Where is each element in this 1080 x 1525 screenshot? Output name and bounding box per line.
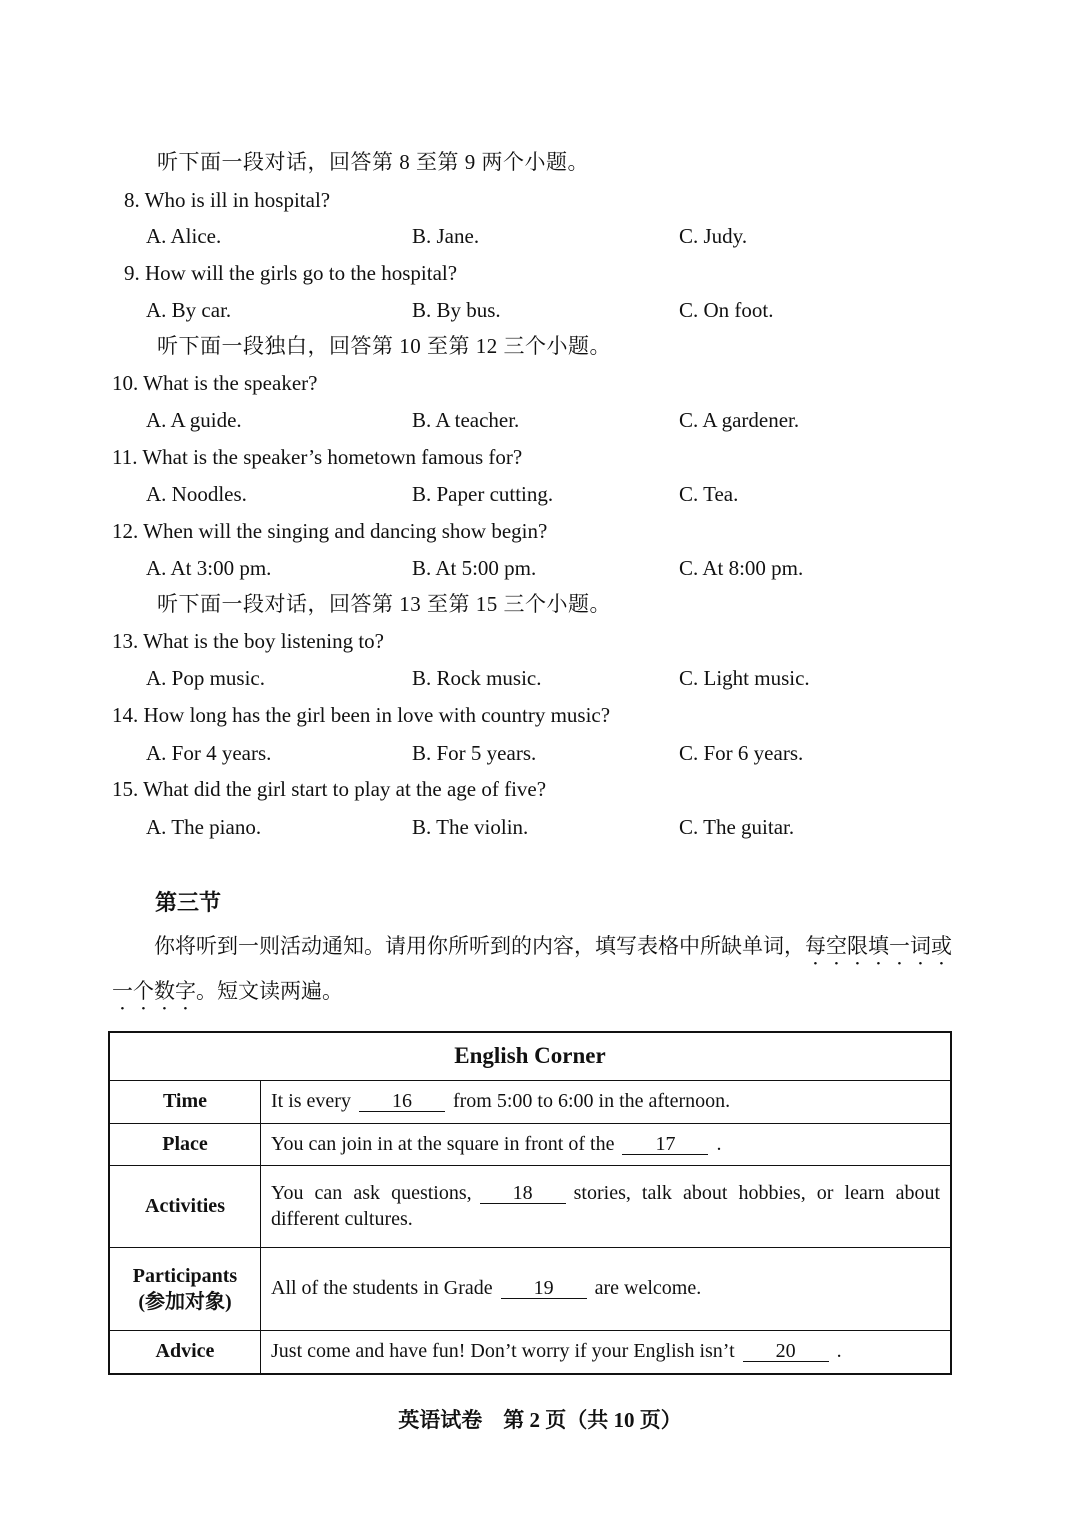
time-cell xyxy=(261,1080,952,1123)
activities-text: You can ask questions, xyxy=(271,1182,472,1204)
question-10-stem: 10. What is the speaker? xyxy=(112,371,318,395)
question-12-option-a: A. At 3:00 pm. xyxy=(146,556,272,580)
blank-17[interactable]: 17 xyxy=(622,1134,708,1155)
question-12-option-b: B. At 5:00 pm. xyxy=(412,556,537,580)
section-intro-8-9: 听下面一段对话，回答第 8 至第 9 两个小题。 xyxy=(157,150,589,174)
question-14-option-a: A. For 4 years. xyxy=(146,741,272,765)
question-11-stem: 11. What is the speaker’s hometown famous for? xyxy=(112,445,523,469)
question-15-option-c: C. The guitar. xyxy=(679,815,795,839)
question-14-option-c: C. For 6 years. xyxy=(679,741,804,765)
blank-20[interactable]: 20 xyxy=(743,1341,829,1362)
table-row-participants xyxy=(109,1247,951,1330)
question-10-option-c: C. A gardener. xyxy=(679,408,800,432)
english-corner-table xyxy=(108,1031,952,1375)
question-10-option-b: B. A teacher. xyxy=(412,408,520,432)
time-text-end: from 5:00 to 6:00 in the afternoon. xyxy=(452,1090,731,1112)
question-15-stem: 15. What did the girl start to play at the age of five? xyxy=(112,777,547,801)
instructions-emphasis: 每空限填一词或一个数字 xyxy=(112,934,952,1003)
question-9-stem: 9. How will the girls go to the hospital? xyxy=(124,261,458,285)
participants-text: All of the students in Grade xyxy=(271,1277,493,1299)
section-heading: 第三节 xyxy=(155,890,222,915)
place-label: Place xyxy=(109,1123,261,1165)
blank-18[interactable]: 18 xyxy=(480,1183,566,1204)
participants-label xyxy=(109,1247,261,1330)
advice-cell xyxy=(261,1330,952,1374)
activities-label: Activities xyxy=(109,1165,261,1247)
question-15-option-a: A. The piano. xyxy=(146,815,262,839)
participants-cell xyxy=(261,1247,952,1330)
question-9-option-a: A. By car. xyxy=(146,298,232,322)
advice-label: Advice xyxy=(109,1330,261,1374)
question-11-option-b: B. Paper cutting. xyxy=(412,482,554,506)
question-8-option-c: C. Judy. xyxy=(679,224,748,248)
blank-19[interactable]: 19 xyxy=(501,1278,587,1299)
place-text: You can join in at the square in front of the xyxy=(271,1132,615,1155)
question-11-option-c: C. Tea. xyxy=(679,482,739,506)
instructions-tail: 。短文读两遍。 xyxy=(196,979,343,1003)
question-13-option-b: B. Rock music. xyxy=(412,666,542,690)
question-8-option-a: A. Alice. xyxy=(146,224,222,248)
participants-text-end: are welcome. xyxy=(594,1277,702,1299)
blank-16[interactable]: 16 xyxy=(359,1091,445,1112)
question-11-option-a: A. Noodles. xyxy=(146,482,247,506)
activities-cell xyxy=(261,1165,952,1247)
question-13-stem: 13. What is the boy listening to? xyxy=(112,629,384,653)
participants-label-cn: (参加对象) xyxy=(138,1290,232,1313)
section-instructions xyxy=(112,925,958,1015)
section-intro-13-15: 听下面一段对话，回答第 13 至第 15 三个小题。 xyxy=(157,592,611,616)
place-text-end: . xyxy=(716,1132,722,1155)
advice-text-end: . xyxy=(836,1340,842,1363)
question-15-option-b: B. The violin. xyxy=(412,815,529,839)
time-label: Time xyxy=(109,1080,261,1123)
question-14-stem: 14. How long has the girl been in love with country music? xyxy=(112,703,611,727)
question-8-option-b: B. Jane. xyxy=(412,224,480,248)
question-13-option-c: C. Light music. xyxy=(679,666,810,690)
table-row-advice xyxy=(109,1330,951,1374)
question-14-option-b: B. For 5 years. xyxy=(412,741,537,765)
table-title: English Corner xyxy=(109,1032,951,1080)
question-9-option-b: B. By bus. xyxy=(412,298,501,322)
instructions-text: 你将听到一则活动通知。请用你所听到的内容，填写表格中所缺单词， xyxy=(154,934,805,958)
table-row-place xyxy=(109,1123,951,1165)
section-intro-10-12: 听下面一段独白，回答第 10 至第 12 三个小题。 xyxy=(157,334,611,358)
advice-text: Just come and have fun! Don’t worry if your English isn’t xyxy=(271,1340,735,1363)
activities-text-end: stories, talk about hobbies, or learn about different cultures. xyxy=(271,1182,941,1230)
question-8-stem: 8. Who is ill in hospital? xyxy=(124,188,331,212)
place-cell xyxy=(261,1123,952,1165)
question-10-option-a: A. A guide. xyxy=(146,408,242,432)
time-text: It is every xyxy=(271,1090,351,1112)
question-13-option-a: A. Pop music. xyxy=(146,666,266,690)
question-12-option-c: C. At 8:00 pm. xyxy=(679,556,804,580)
question-12-stem: 12. When will the singing and dancing show begin? xyxy=(112,519,548,543)
participants-label-en: Participants xyxy=(132,1264,238,1287)
table-row-time xyxy=(109,1080,951,1123)
table-row-activities xyxy=(109,1165,951,1247)
page-footer: 英语试卷 第 2 页（共 10 页） xyxy=(398,1408,682,1432)
question-9-option-c: C. On foot. xyxy=(679,298,774,322)
